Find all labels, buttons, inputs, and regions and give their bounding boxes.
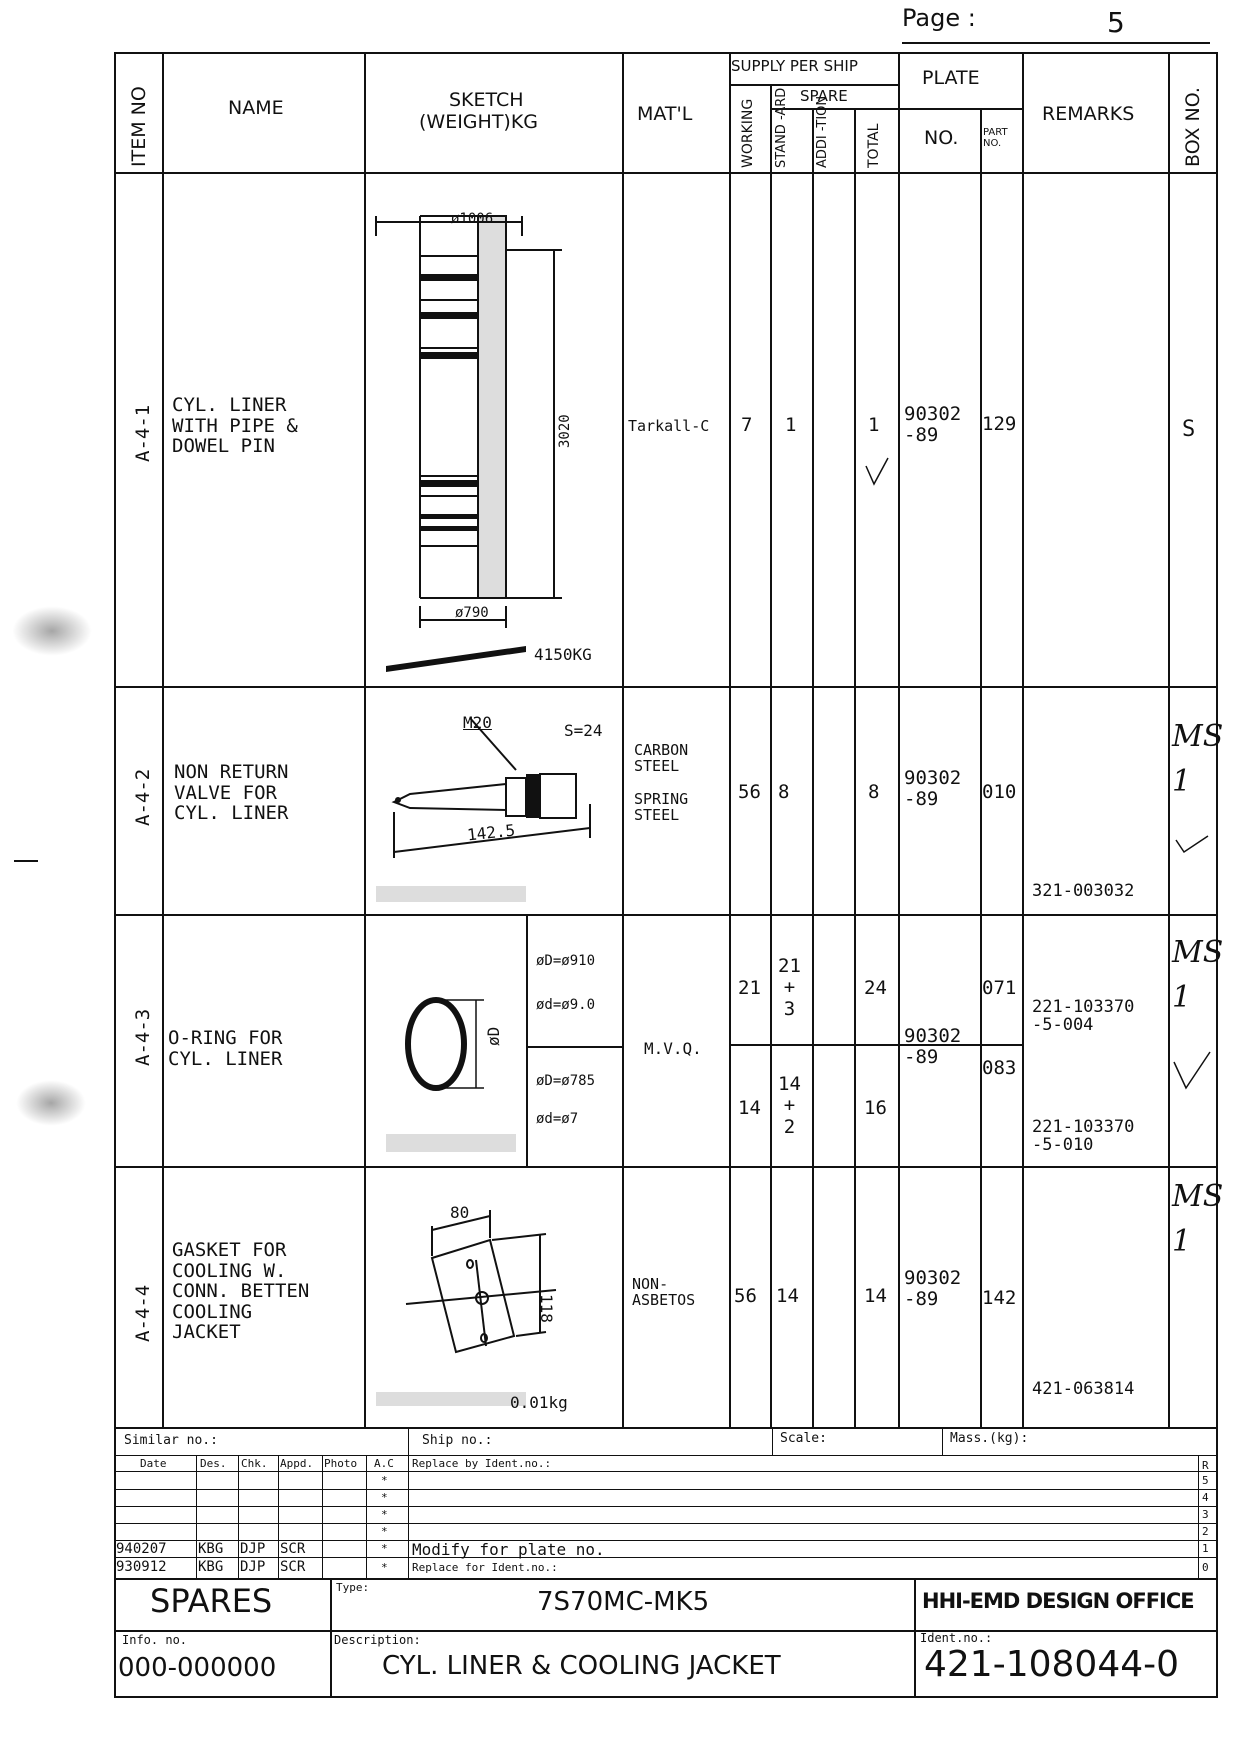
rev-chk: DJP: [240, 1559, 266, 1575]
ship-no-label: Ship no.:: [422, 1433, 493, 1448]
rev-mark: 4: [1202, 1491, 1209, 1504]
box-handwritten: MS 1: [1172, 935, 1224, 1015]
description-label: Description:: [334, 1633, 421, 1647]
office-name: HHI-EMD DESIGN OFFICE: [922, 1589, 1194, 1613]
qty-total: 16: [864, 1097, 887, 1119]
header-box-no: BOX NO.: [1182, 87, 1204, 167]
remarks: 221-103370 -5-004: [1032, 997, 1135, 1036]
box-handwritten: MS 1: [1172, 1179, 1224, 1259]
box-no: S: [1182, 417, 1196, 442]
gasket-weight: 0.01kg: [510, 1393, 568, 1412]
valve-thread: M20: [463, 713, 492, 732]
o-ring-section-dia: ød=ø7: [536, 1111, 579, 1127]
rev-date: 930912: [116, 1559, 167, 1575]
header-plate-no: NO.: [924, 127, 959, 149]
rev-header-photo: Photo: [324, 1457, 358, 1470]
rev-des: KBG: [198, 1559, 224, 1575]
item-material: CARBON STEEL SPRING STEEL: [634, 741, 689, 824]
valve-wrench-size: S=24: [564, 721, 603, 740]
similar-no-label: Similar no.:: [124, 1433, 218, 1448]
punch-hole-mark: [16, 1080, 86, 1126]
spares-title: SPARES: [150, 1582, 273, 1620]
mass-label: Mass.(kg):: [950, 1431, 1029, 1446]
margin-mark: [14, 860, 38, 862]
qty-total: 1: [868, 414, 880, 436]
header-material: MAT'L: [637, 103, 693, 125]
rev-header-date: Date: [140, 1457, 167, 1470]
rev-mark: 3: [1202, 1508, 1209, 1521]
qty-total: 14: [864, 1285, 887, 1307]
qty-total: 24: [864, 977, 887, 999]
item-no: A-4-1: [132, 404, 154, 462]
item-name: NON RETURN VALVE FOR CYL. LINER: [174, 761, 289, 825]
part-no: 142: [982, 1287, 1017, 1309]
rev-chk: DJP: [240, 1541, 266, 1557]
part-no: 129: [982, 413, 1017, 435]
rev-ac-marker: *: [381, 1508, 388, 1521]
liner-dim-length: 3020: [557, 414, 573, 448]
check-mark-icon: [862, 454, 892, 488]
header-item-no: ITEM NO: [128, 86, 150, 167]
plate-no: 90302 -89: [904, 403, 962, 446]
rev-mark: R: [1202, 1459, 1209, 1472]
plate-no: 90302 -89: [904, 1025, 962, 1068]
header-remarks: REMARKS: [1042, 103, 1135, 125]
qty-standard: 14 + 2: [778, 1073, 801, 1138]
rev-header-appd: Appd.: [280, 1457, 314, 1470]
gasket-width: 80: [450, 1203, 470, 1222]
qty-standard: 21 + 3: [778, 955, 801, 1020]
page-label: Page :: [902, 4, 976, 32]
check-mark-icon: [1172, 830, 1212, 860]
header-working: WORKING: [740, 98, 756, 168]
rev-text: Modify for plate no.: [412, 1540, 605, 1559]
item-no: A-4-4: [132, 1284, 154, 1342]
rev-mark: 5: [1202, 1474, 1209, 1487]
o-ring-section-dia: ød=ø9.0: [536, 997, 596, 1013]
header-weight: (WEIGHT)KG: [419, 111, 539, 133]
remarks: 221-103370 -5-010: [1032, 1117, 1135, 1156]
remarks: 421-063814: [1032, 1379, 1135, 1399]
o-ring-outer-dia: øD=ø785: [536, 1073, 596, 1089]
rev-mark: 1: [1202, 1542, 1209, 1555]
header-spare: SPARE: [800, 87, 848, 105]
liner-weight: 4150KG: [534, 645, 592, 664]
header-total: TOTAL: [866, 123, 882, 168]
valve-length: 142.5: [466, 820, 517, 845]
qty-working: 7: [741, 414, 753, 436]
item-no: A-4-3: [132, 1008, 154, 1066]
part-no: 010: [982, 781, 1017, 803]
check-mark-icon: [1172, 1048, 1212, 1092]
type-value: 7S70MC-MK5: [537, 1587, 710, 1617]
ident-label: Ident.no.:: [920, 1631, 993, 1645]
rev-des: KBG: [198, 1541, 224, 1557]
part-no: 071: [982, 977, 1017, 999]
gasket-sketch: [366, 1170, 622, 1426]
rev-ac-marker: *: [381, 1474, 388, 1487]
page-number: 5: [1107, 6, 1125, 39]
box-handwritten: MS 1: [1172, 719, 1224, 799]
rev-header-des: Des.: [200, 1457, 227, 1470]
gasket-height: 118: [537, 1294, 556, 1323]
qty-total: 8: [868, 781, 880, 803]
rev-ac-marker: *: [381, 1525, 388, 1538]
rev-appd: SCR: [280, 1559, 306, 1575]
info-value: 000-000000: [118, 1653, 277, 1683]
qty-standard: 14: [776, 1285, 799, 1307]
qty-standard: 1: [785, 414, 797, 436]
item-material: M.V.Q.: [644, 1039, 702, 1058]
item-material: NON- ASBETOS: [632, 1275, 696, 1310]
plate-no: 90302 -89: [904, 1267, 962, 1310]
item-name: CYL. LINER WITH PIPE & DOWEL PIN: [172, 394, 298, 458]
header-sketch: SKETCH: [449, 89, 524, 111]
rev-header-chk: Chk.: [241, 1457, 268, 1470]
header-additional: ADDI -TION: [815, 95, 830, 168]
ident-value: 421-108044-0: [924, 1644, 1180, 1685]
part-no: 083: [982, 1057, 1017, 1079]
header-name: NAME: [228, 97, 284, 119]
item-material: Tarkall-C: [628, 417, 710, 435]
rev-mark: 0: [1202, 1561, 1209, 1574]
qty-standard: 8: [778, 781, 790, 803]
rev-ac: *: [381, 1542, 388, 1555]
rev-text: Replace for Ident.no.:: [412, 1561, 558, 1574]
type-label: Type:: [336, 1581, 370, 1594]
rev-header-replace: Replace by Ident.no.:: [412, 1457, 552, 1470]
qty-working: 56: [734, 1285, 757, 1307]
item-name: GASKET FOR COOLING W. CONN. BETTEN COOLING JACKET: [172, 1239, 310, 1344]
rev-mark: 2: [1202, 1525, 1209, 1538]
rev-appd: SCR: [280, 1541, 306, 1557]
header-standard: STAND -ARD: [774, 87, 789, 168]
o-ring-dim: øD: [484, 1026, 503, 1046]
item-no: A-4-2: [132, 768, 154, 826]
remarks: 321-003032: [1032, 881, 1135, 901]
header-supply: SUPPLY PER SHIP: [731, 57, 858, 75]
cylinder-liner-sketch: [366, 176, 622, 686]
qty-working: 21: [738, 977, 761, 999]
header-plate: PLATE: [922, 67, 980, 89]
scale-label: Scale:: [780, 1431, 827, 1446]
rev-date: 940207: [116, 1541, 167, 1557]
punch-hole-mark: [12, 606, 92, 656]
liner-dim-bottom: ø790: [455, 605, 489, 621]
qty-working: 14: [738, 1097, 761, 1119]
rev-ac: *: [381, 1561, 388, 1574]
plate-no: 90302 -89: [904, 767, 962, 810]
info-label: Info. no.: [122, 1633, 188, 1647]
rev-ac-marker: *: [381, 1491, 388, 1504]
header-part-no: PART NO.: [983, 127, 1008, 149]
qty-working: 56: [738, 781, 761, 803]
description-value: CYL. LINER & COOLING JACKET: [382, 1651, 781, 1681]
liner-dim-top: ø1006: [451, 211, 494, 227]
o-ring-outer-dia: øD=ø910: [536, 953, 596, 969]
rev-header-ac: A.C: [374, 1457, 394, 1470]
item-name: O-RING FOR CYL. LINER: [168, 1027, 283, 1070]
